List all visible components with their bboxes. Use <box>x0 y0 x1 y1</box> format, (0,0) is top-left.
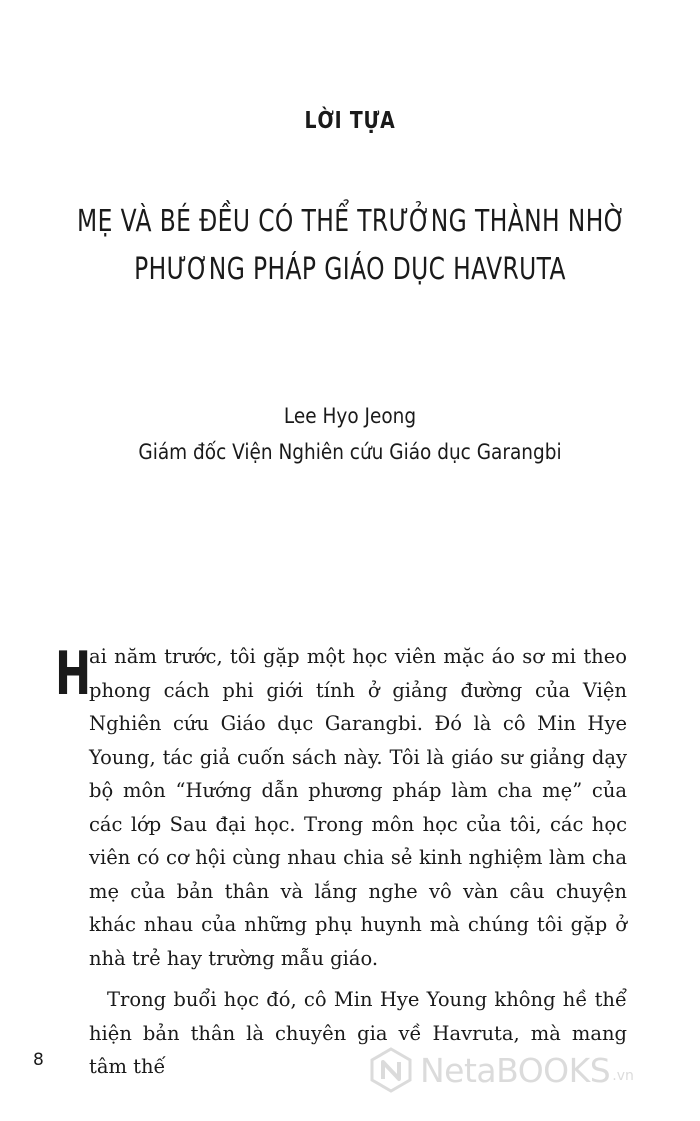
watermark-brand: NetaBOOKS <box>420 1050 611 1090</box>
author-title: Giám đốc Viện Nghiên cứu Giáo dục Garangbi <box>138 440 562 464</box>
watermark-domain: .vn <box>612 1068 634 1084</box>
watermark <box>368 1047 634 1093</box>
headline-line-2: PHƯƠNG PHÁP GIÁO DỤC HAVRUTA <box>134 252 566 287</box>
chapter-headline <box>77 198 626 294</box>
author-name: Lee Hyo Jeong <box>283 404 417 428</box>
body-text <box>55 639 627 1084</box>
section-label: LỜI TỰA <box>304 108 396 134</box>
paragraph-2: Trong buổi học đó, cô Min Hye Young không hề thể hiện bản thân là chuyên gia về Havruta, mà mang tâm thế <box>89 988 627 1078</box>
author-block <box>42 398 658 470</box>
paragraph-1 <box>55 639 627 975</box>
paragraph-1-text: ai năm trước, tôi gặp một học viên mặc áo sơ mi theo phong cách phi giới tính ở giảng đường của Viện Nghiên cứu Giáo dục Garangbi. Đó là cô Min Hye Young, tác giả cuốn sách này. Tôi là giáo sư giảng dạy bộ môn “Hướng dẫn phương pháp làm cha mẹ” của các lớp Sau đại học. Trong môn học của tôi, các học viên có cơ hội cùng nhau chia sẻ kinh nghiệm làm cha mẹ của bản thân và lắng nghe vô vàn câu chuyện khác nhau của những phụ huynh mà chúng tôi gặp ở nhà trẻ hay trường mẫu giáo. <box>89 645 627 970</box>
headline-line-1: MẸ VÀ BÉ ĐỀU CÓ THỂ TRƯỞNG THÀNH NHỜ <box>77 204 626 239</box>
page-number: 8 <box>33 1050 44 1070</box>
drop-cap: H <box>55 639 92 709</box>
netabooks-logo-icon <box>368 1047 414 1093</box>
